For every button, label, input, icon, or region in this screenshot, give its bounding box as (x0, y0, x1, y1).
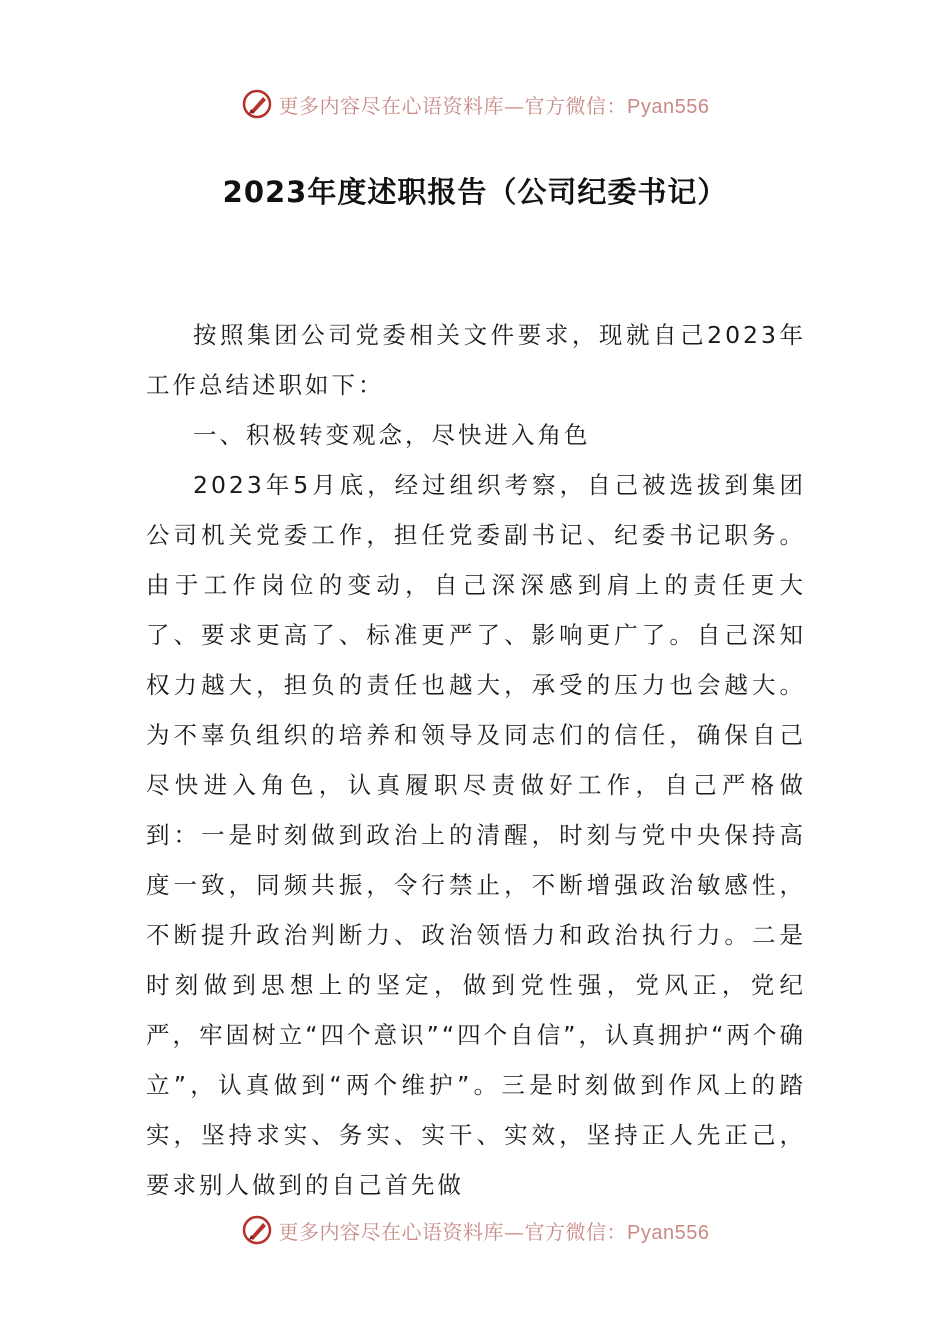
section-heading: 一、积极转变观念，尽快进入角色 (193, 421, 591, 449)
document-body (146, 310, 806, 1210)
wechat-id: Pyan556 (627, 1221, 710, 1244)
wechat-id: Pyan556 (627, 95, 710, 118)
pen-logo-icon (241, 1214, 273, 1246)
paragraph-intro: 按照集团公司党委相关文件要求，现就自己2023年工作总结述职如下： (146, 321, 806, 399)
header-watermark-banner (0, 84, 950, 124)
document-title: 2023年度述职报告（公司纪委书记） (222, 175, 728, 209)
pen-logo-icon (241, 88, 273, 120)
footer-watermark-banner (0, 1210, 950, 1250)
banner-text: 更多内容尽在心语资料库—官方微信：Pyan556 (278, 93, 710, 118)
paragraph-body: 2023年5月底，经过组织考察，自己被选拔到集团公司机关党委工作，担任党委副书记、纪委书记职务。由于工作岗位的变动，自己深深感到肩上的责任更大了、要求更高了、标准更严了、影响更广了。自己深知权力越大，担负的责任也越大，承受的压力也会越大。为不辜负组织的培养和领导及同志们的信任，确保自己尽快进入角色，认真履职尽责做好工作，自己严格做到：一是时刻做到政治上的清醒，时刻与党中央保持高度一致，同频共振，令行禁止，不断增强政治敏感性，不断提升政治判断力、政治领悟力和政治执行力。二是时刻做到思想上的坚定，做到党性强，党风正，党纪严，牢固树立“四个意识”“四个自信”，认真拥护“两个确立”，认真做到“两个维护”。三是时刻做到作风上的踏实，坚持求实、务实、实干、实效，坚持正人先正己，要求别人做到的自己首先做 (146, 471, 806, 1199)
banner-text: 更多内容尽在心语资料库—官方微信：Pyan556 (278, 1219, 710, 1244)
